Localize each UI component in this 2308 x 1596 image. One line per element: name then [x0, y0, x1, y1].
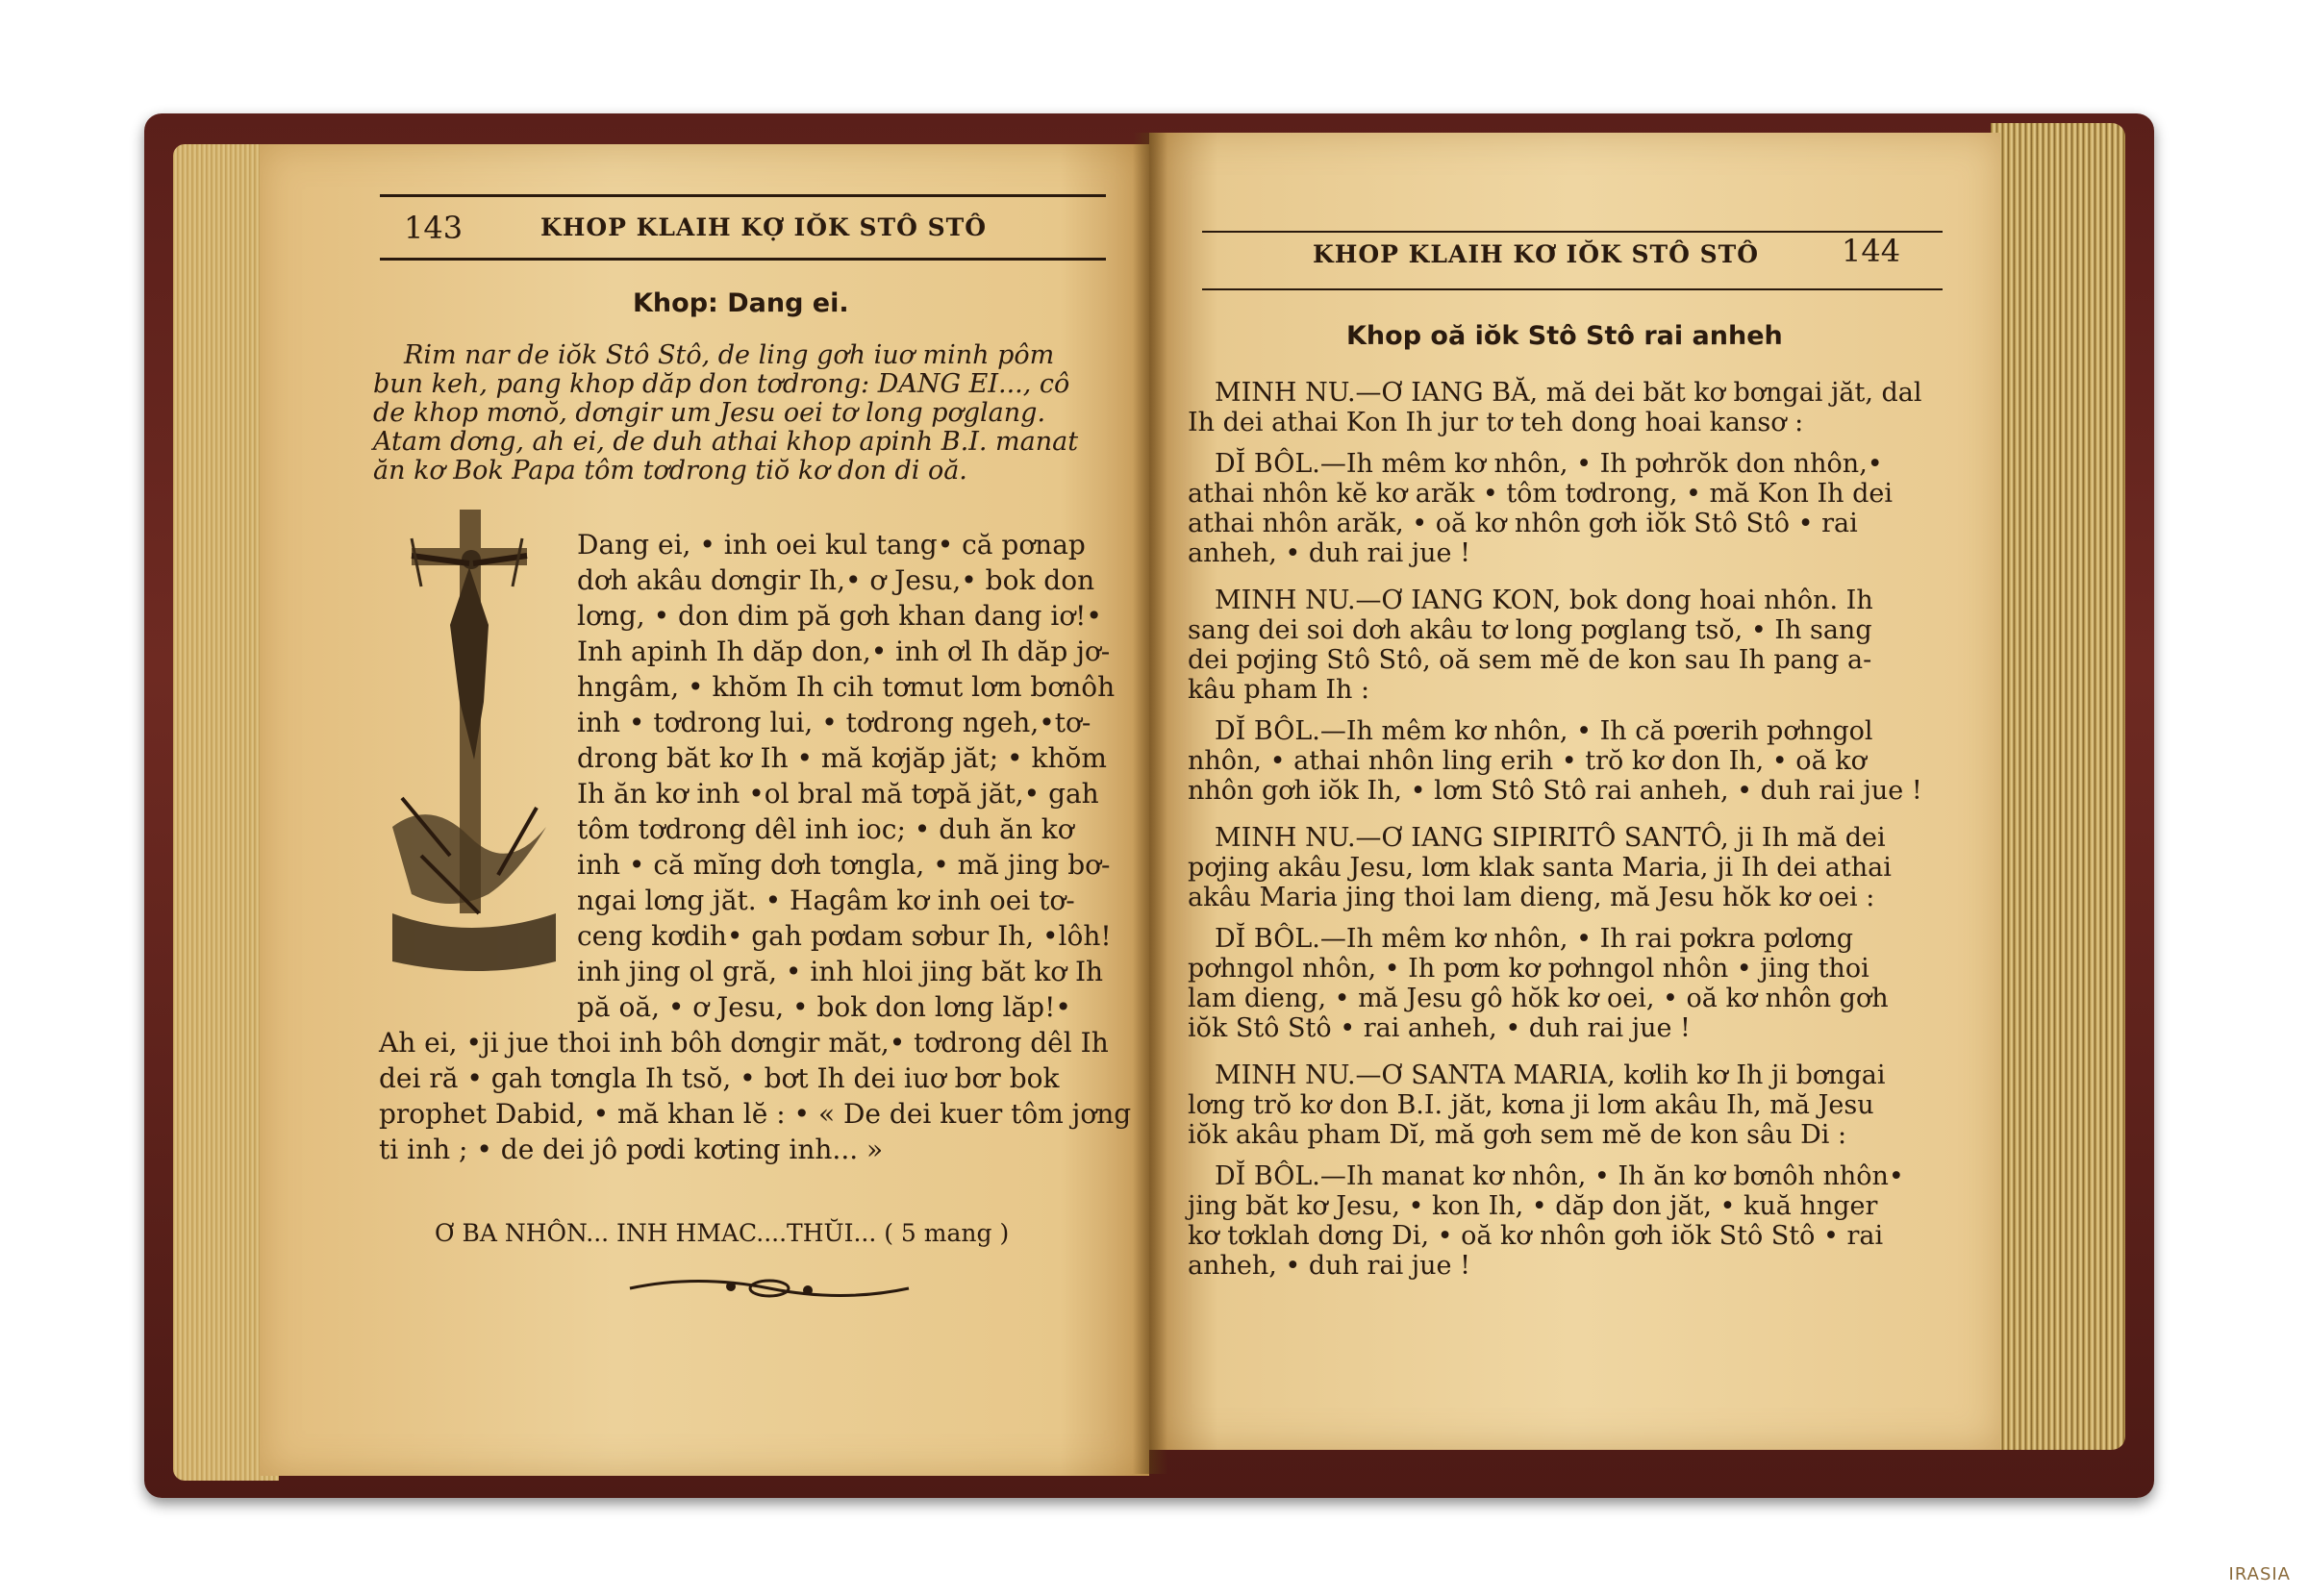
- litany-paragraph: [1188, 1060, 1976, 1150]
- litany-line: nhôn gơh iŏk Ih, • lơm Stô Stô rai anheh, • duh rai jue !: [1188, 776, 1922, 806]
- body-line: drong băt kơ Ih • mă kơjăp jăt; • khŏm: [577, 742, 1107, 774]
- body-line: Ih ăn kơ inh •ol bral mă tơpă jăt,• gah: [577, 778, 1099, 810]
- litany-line: iŏk Stô Stô • rai anheh, • duh rai jue !: [1188, 1013, 1691, 1043]
- body-line: Ah ei, •ji jue thoi inh bôh dơngir măt,• tơdrong dêl Ih: [379, 1027, 1109, 1059]
- body-line: pă oă, • ơ Jesu, • bok don lơng lăp!•: [577, 991, 1071, 1023]
- header-rule-top: [380, 194, 1106, 197]
- litany-paragraph: [1188, 378, 1976, 437]
- litany-paragraph: [1188, 823, 1976, 912]
- body-line: prophet Dabid, • mă khan lĕ : • « De dei kuer tôm jơng: [379, 1098, 1132, 1130]
- header-rule-bottom: [1202, 288, 1943, 290]
- ornament-divider: [625, 1269, 914, 1308]
- body-line: lơng, • don dim pă gơh khan dang iơ!•: [577, 600, 1102, 632]
- litany-line: jing băt kơ Jesu, • kon Ih, • dăp don jăt, • kuă hnger: [1188, 1191, 1878, 1221]
- litany-line: athai nhôn kĕ kơ arăk • tôm tơdrong, • mă Kon Ih dei: [1188, 479, 1894, 509]
- intro-line: de khop mơnŏ, dơngir um Jesu oei tơ long pơglang.: [373, 398, 1046, 428]
- running-head-left: KHOP KLAIH KỢ IŎK STÔ STÔ: [540, 213, 988, 241]
- body-line: tôm tơdrong dêl inh ioc; • duh ăn kơ: [577, 813, 1074, 845]
- body-line: dơh akâu dơngir Ih,• ơ Jesu,• bok don: [577, 564, 1095, 596]
- intro-line: Atam dơng, ah ei, de duh athai khop apinh B.I. manat: [373, 427, 1079, 457]
- litany-paragraph: [1188, 449, 1976, 568]
- page-number-right: 144: [1842, 233, 1901, 269]
- body-text-wrapped: [577, 527, 1115, 1025]
- closing-line: Ơ BA NHÔN... INH HMAC....THŬI... ( 5 mang ): [435, 1219, 1010, 1247]
- page-number-left: 143: [404, 210, 464, 246]
- litany-line: DĬ BÔL.—Ih mêm kơ nhôn, • Ih rai pơkra pơlơng: [1215, 924, 1854, 954]
- body-line: ngai lơng jăt. • Hagâm kơ inh oei tơ-: [577, 885, 1075, 916]
- left-page: [260, 144, 1149, 1476]
- litany-line: kâu pham Ih :: [1188, 675, 1370, 705]
- intro-paragraph: [373, 341, 1078, 486]
- body-text-full: [379, 1025, 1131, 1167]
- body-line: dei ră • gah tơngla Ih tsŏ, • bơt Ih dei iuơ bơr bok: [379, 1062, 1060, 1094]
- litany-line: DĬ BÔL.—Ih manat kơ nhôn, • Ih ăn kơ bơnôh nhôn•: [1215, 1161, 1904, 1191]
- body-line: inh • că mĭng dơh tơngla, • mă jing bơ-: [577, 849, 1111, 881]
- body-line: hngâm, • khŏm Ih cih tơmut lơm bơnôh: [577, 671, 1116, 703]
- intro-line: ăn kơ Bok Papa tôm tơdrong tiŏ kơ don di oă.: [373, 456, 967, 486]
- litany-text: [1188, 378, 1976, 1281]
- litany-line: Ih dei athai Kon Ih jur tơ teh dong hoai kansơ :: [1188, 408, 1804, 437]
- litany-line: MINH NU.—Ơ IANG SIPIRITÔ SANTÔ, ji Ih mă dei: [1215, 823, 1886, 853]
- crucifix-illustration: [392, 510, 565, 1010]
- body-line: inh jing ol gră, • inh hloi jing băt kơ Ih: [577, 956, 1104, 987]
- litany-paragraph: [1188, 716, 1976, 806]
- litany-paragraph: [1188, 1161, 1976, 1281]
- section-title-right: Khop oă iŏk Stô Stô rai anheh: [1346, 321, 1783, 351]
- body-line: ceng kơdih• gah pơdam sơbur Ih, •lôh!: [577, 920, 1112, 952]
- litany-line: pơhngol nhôn, • Ih pơm kơ pơhngol nhôn • jing thoi: [1188, 954, 1869, 984]
- intro-line: Rim nar de iŏk Stô Stô, de ling gơh iuơ minh pôm: [404, 340, 1055, 370]
- body-line: Inh apinh Ih dăp don,• inh ơl Ih dăp jơ-: [577, 636, 1111, 667]
- litany-line: DĬ BÔL.—Ih mêm kơ nhôn, • Ih pơhrŏk don nhôn,•: [1215, 449, 1883, 479]
- book-gutter: [1133, 133, 1167, 1474]
- body-line: inh • tơdrong lui, • tơdrong ngeh,•tơ-: [577, 707, 1091, 738]
- litany-paragraph: [1188, 586, 1976, 705]
- header-rule-top: [1202, 231, 1943, 233]
- litany-line: MINH NU.—Ơ IANG BĂ, mă dei băt kơ bơngai jăt, dal: [1215, 378, 1922, 408]
- litany-line: sang dei soi dơh akâu tơ long pơglang tsŏ, • Ih sang: [1188, 615, 1872, 645]
- litany-line: iŏk akâu pham Dĭ, mă gơh sem mĕ de kon sâu Di :: [1188, 1120, 1847, 1150]
- litany-paragraph: [1188, 924, 1976, 1043]
- litany-line: pơjing akâu Jesu, lơm klak santa Maria, ji Ih dei athai: [1188, 853, 1892, 883]
- litany-line: akâu Maria jing thoi lam dieng, mă Jesu hŏk kơ oei :: [1188, 883, 1875, 912]
- intro-line: bun keh, pang khop dăp don tơdrong: DANG EI..., cô: [373, 369, 1070, 399]
- section-title-left: Khop: Dang ei.: [633, 288, 849, 318]
- litany-line: dei pơjing Stô Stô, oă sem mĕ de kon sau Ih pang a-: [1188, 645, 1872, 675]
- litany-line: kơ tơklah dơng Di, • oă kơ nhôn gơh iŏk Stô Stô • rai: [1188, 1221, 1884, 1251]
- right-page: [1149, 133, 2000, 1450]
- litany-line: MINH NU.—Ơ SANTA MARIA, kơlih kơ Ih ji bơngai: [1215, 1060, 1886, 1090]
- header-rule-bottom: [380, 258, 1106, 261]
- body-line: Dang ei, • inh oei kul tang• că pơnap: [577, 529, 1086, 561]
- litany-line: lam dieng, • mă Jesu gô hŏk kơ oei, • oă kơ nhôn gơh: [1188, 984, 1889, 1013]
- litany-line: DĬ BÔL.—Ih mêm kơ nhôn, • Ih că pơerih pơhngol: [1215, 716, 1873, 746]
- litany-line: anheh, • duh rai jue !: [1188, 538, 1470, 568]
- litany-line: MINH NU.—Ơ IANG KON, bok dong hoai nhôn. Ih: [1215, 586, 1873, 615]
- litany-line: nhôn, • athai nhôn ling erih • trŏ kơ don Ih, • oă kơ: [1188, 746, 1867, 776]
- litany-line: anheh, • duh rai jue !: [1188, 1251, 1470, 1281]
- watermark: IRASIA: [2228, 1564, 2291, 1584]
- litany-line: athai nhôn arăk, • oă kơ nhôn gơh iŏk Stô Stô • rai: [1188, 509, 1858, 538]
- body-line: ti inh ; • de dei jô pơdi kơting inh... »: [379, 1134, 884, 1165]
- litany-line: lơng trŏ kơ don B.I. jăt, kơna ji lơm akâu Ih, mă Jesu: [1188, 1090, 1874, 1120]
- page-edges-right: [1991, 123, 2125, 1450]
- running-head-right: KHOP KLAIH KƠ IŎK STÔ STÔ: [1313, 240, 1760, 268]
